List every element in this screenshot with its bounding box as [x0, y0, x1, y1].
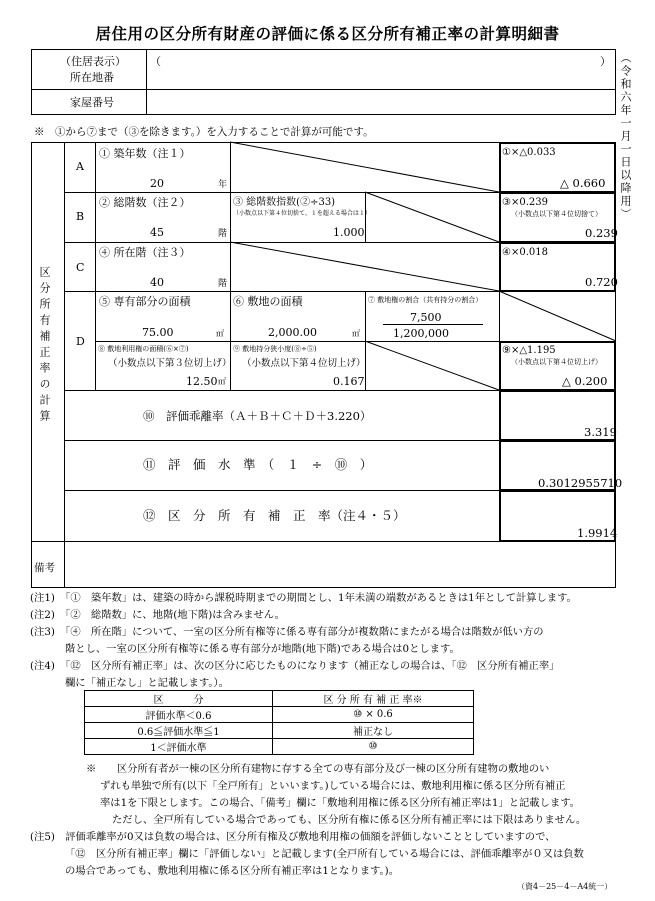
mochibun-label: ⑦ 敷地権の割合（共有持分の割合） [368, 296, 483, 304]
chikunen-value[interactable]: 20 [150, 177, 164, 190]
jimochi-value: 0.167 [333, 375, 365, 388]
jimochi-note: （小数点以下第４位切上げ） [242, 358, 366, 369]
c-result: 0.720 [585, 275, 618, 289]
jimochi-label: ⑨ 敷地持分狭小度(⑧÷⑤) [233, 345, 317, 353]
kairi-label: ⑩ 評価乖離率（Ａ＋Ｂ＋Ｃ＋Ｄ＋3.220） [143, 409, 372, 423]
calc-side-label: 区分所有補正率の計算 [38, 266, 51, 426]
kome-3: 率は1を下限とします。この場合、「備考」欄に「敷地利用権に係る区分所有補正率は1」と記載します。 [100, 797, 580, 809]
chikunen-label: ① 築年数（注１） [99, 147, 191, 160]
location-input[interactable] [160, 60, 590, 84]
a-result: △ 0.660 [560, 176, 606, 190]
house-no-input[interactable] [160, 93, 600, 111]
kome-4: ただし、全戸所有している場合であっても、区分所有権に係る区分所有補正率には下限はありません。 [112, 814, 587, 826]
section-c: C [76, 261, 85, 274]
hoseiritsu-label: ⑫ 区 分 所 有 補 正 率（注４・５） [143, 508, 406, 523]
section-a: A [76, 160, 84, 173]
note-3a: (注3) 「④ 所在階」について、一室の区分所有権等に係る専有部分が複数階にまたがる場合は階数が低い方の [30, 626, 544, 638]
table-row: 0.6≦評価水準≦1 補正なし [85, 723, 474, 739]
table-header-rate: 区 分 所 有 補 正 率※ [273, 691, 474, 707]
d-note: （小数点以下第４位切上げ） [511, 358, 602, 366]
note-4a: (注4) 「⑫ 区分所有補正率」は、次の区分に応じたものになります（補正なしの場合は、「⑫ 区分所有補正率」 [30, 660, 560, 672]
senyu-unit: ㎡ [216, 329, 224, 338]
shozaikai-value[interactable]: 40 [150, 276, 164, 289]
note-4b: 欄に「補正なし」と記載します。）。 [65, 677, 229, 689]
instruction-text: ※ ①から⑦まで（③を除きます。）を入力することで計算が可能です。 [34, 126, 374, 138]
shikichi-unit: ㎡ [352, 329, 360, 338]
mochibun-numerator[interactable]: 7,500 [410, 311, 442, 324]
kome-1: ※ 区分所有者が一棟の区分所有建物に存する全ての専有部分及び一棟の区分所有建物の敷地のい [86, 763, 550, 775]
riyoken-label: ⑧ 敷地利用権の面積(⑥×⑦) [98, 345, 189, 353]
location-paren-close: ） [600, 55, 611, 68]
house-no-label: 家屋番号 [70, 96, 114, 109]
senyu-value[interactable]: 75.00 [142, 326, 174, 339]
kairi-value: 3.319 [584, 425, 617, 439]
note-1: (注1) 「① 築年数」は、建築の時から課税時期までの期間とし、1年未満の端数があるときは1年として計算します。 [30, 592, 577, 604]
note-5b: 「⑫ 区分所有補正率」欄に「評価しない」と記載します(全戸所有している場合には、評価乖離率が０又は負数 [65, 848, 584, 860]
shozaikai-label: ④ 所在階（注３） [99, 246, 191, 259]
soukaisu-unit: 階 [218, 229, 228, 239]
table-header-category: 区 分 [85, 691, 273, 707]
shikichi-value[interactable]: 2,000.00 [268, 326, 317, 339]
biko-label: 備考 [34, 562, 55, 574]
d-result: △ 0.200 [562, 374, 608, 388]
shikichi-label: ⑥ 敷地の面積 [233, 295, 303, 308]
note-2: (注2) 「② 総階数」に、地階(地下階)は含みません。 [30, 609, 285, 621]
location-label-1: （住居表示） [60, 55, 126, 68]
note-3b: 階とし、一室の区分所有権等に係る専有部分が地階(地下階)である場合は0とします。 [65, 643, 460, 655]
shozaikai-unit: 階 [218, 279, 228, 289]
b-note: （小数点以下第４位切捨て） [511, 210, 602, 218]
soukaisu-shisu-value: 1.000 [333, 226, 365, 239]
suijun-label: ⑪ 評 価 水 準 （ １ ÷ ⑩ ） [143, 457, 373, 472]
suijun-value: 0.3012955710 [538, 476, 623, 490]
location-label-2: 所在地番 [70, 71, 114, 84]
kome-2: ずれも単独で所有(以下「全戸所有」といいます。)している場合には、敷地利用権に係る区分所有補正 [100, 780, 566, 792]
c-formula: ④×0.018 [502, 247, 548, 258]
a-formula: ①×△0.033 [502, 147, 556, 158]
soukaisu-shisu-note: （小数点以下第４位切捨て、１を超える場合は１） [233, 210, 371, 217]
mochibun-denominator[interactable]: 1,200,000 [393, 327, 449, 340]
soukaisu-shisu-label: ③ 総階数指数(②÷33) [233, 197, 336, 208]
section-d: D [76, 335, 85, 348]
soukaisu-label: ② 総階数（注２） [99, 196, 191, 209]
d-formula: ⑨×△1.195 [502, 345, 556, 356]
b-result: 0.239 [585, 226, 618, 240]
riyoken-unit: ㎡ [218, 377, 226, 386]
section-b: B [76, 210, 85, 223]
soukaisu-value[interactable]: 45 [150, 226, 164, 239]
page-title: 居住用の区分所有財産の評価に係る区分所有補正率の計算明細書 [95, 24, 560, 43]
note-5c: の場合であっても、敷地利用権に係る区分所有補正率は1となります。)。 [65, 865, 399, 877]
note-5a: (注5) 評価乖離率が0又は負数の場合は、区分所有権及び敷地利用権の価額を評価しないこととしていますので、 [30, 831, 556, 843]
table-row: 評価水準＜0.6 ⑩ × 0.6 [85, 707, 474, 723]
hoseiritsu-value: 1.9914 [577, 526, 618, 540]
riyoken-value: 12.50 [186, 375, 218, 388]
table-row: 1＜評価水準 ⑩ [85, 739, 474, 755]
b-formula: ③×0.239 [502, 197, 548, 208]
applicable-date-note: （令和六年一月一日以降用） [619, 52, 632, 221]
correction-rate-table [84, 690, 474, 755]
location-paren-open: （ [150, 55, 161, 68]
senyu-label: ⑤ 専有部分の面積 [99, 295, 191, 308]
biko-field[interactable] [70, 546, 610, 584]
form-number: （資4－25－4－A4統一） [517, 882, 613, 891]
riyoken-note: （小数点以下第３位切上げ） [108, 358, 232, 369]
chikunen-unit: 年 [218, 180, 228, 190]
